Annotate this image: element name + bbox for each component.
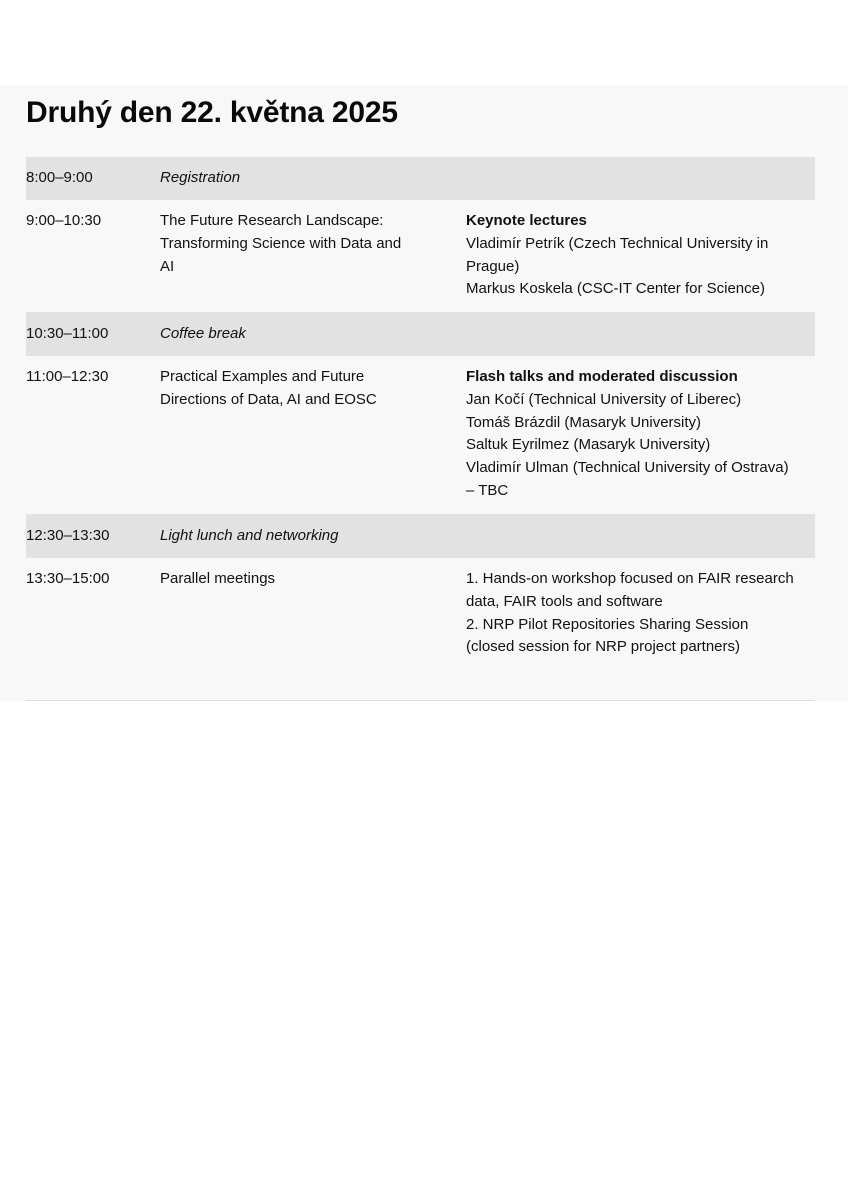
session-title-line: The Future Research Landscape: [160, 212, 384, 229]
speakers-heading: Keynote lectures [466, 212, 587, 229]
speaker-line: Tomáš Brázdil (Masaryk University) [466, 413, 702, 431]
session-title-line: Practical Examples and Future [160, 368, 365, 385]
time-cell: 9:00–10:30 [26, 212, 102, 229]
schedule-row-lunch [26, 514, 815, 558]
session-title: Registration [160, 169, 241, 187]
speakers-heading: Flash talks and moderated discussion [466, 368, 738, 385]
speaker-line: data, FAIR tools and software [466, 592, 663, 610]
schedule-row-coffee-break [26, 312, 815, 356]
session-title [160, 366, 466, 412]
speaker-line: Vladimír Ulman (Technical University of Ostrava) [466, 459, 789, 477]
speaker-line: Prague) [466, 257, 520, 275]
session-title-line: Directions of Data, AI and EOSC [160, 390, 377, 408]
time-cell: 10:30–11:00 [26, 324, 109, 342]
speakers-cell [466, 366, 815, 503]
speaker-line: (closed session for NRP project partners) [466, 638, 740, 656]
session-title: Coffee break [160, 324, 246, 342]
schedule-row-parallel-meetings [26, 558, 815, 668]
page-title: Druhý den 22. května 2025 [26, 96, 398, 129]
session-title-line: AI [160, 257, 175, 275]
schedule-row-keynote [26, 200, 815, 312]
schedule-table [26, 157, 815, 668]
session-title-line: Parallel meetings [160, 570, 276, 587]
speaker-line: – TBC [466, 481, 509, 499]
speakers-cell [466, 568, 815, 659]
speaker-line: 1. Hands-on workshop focused on FAIR research [466, 570, 794, 587]
session-title [160, 568, 466, 591]
bottom-divider [26, 700, 815, 701]
session-title: Light lunch and networking [160, 526, 339, 544]
speaker-line: Markus Koskela (CSC-IT Center for Science) [466, 280, 765, 298]
speaker-line: Vladimír Petrík (Czech Technical University in [466, 234, 769, 252]
session-title [160, 210, 466, 278]
time-cell: 13:30–15:00 [26, 570, 110, 587]
speaker-line: Saltuk Eyrilmez (Masaryk University) [466, 436, 711, 454]
speaker-line: 2. NRP Pilot Repositories Sharing Session [466, 615, 749, 633]
time-cell: 12:30–13:30 [26, 526, 110, 544]
speakers-cell [466, 210, 815, 301]
time-cell: 11:00–12:30 [26, 368, 109, 385]
schedule-row-registration [26, 157, 815, 200]
speaker-line: Jan Kočí (Technical University of Liberec) [466, 390, 742, 408]
schedule-row-flash-talks [26, 356, 815, 514]
session-title-line: Transforming Science with Data and [160, 234, 402, 252]
time-cell: 8:00–9:00 [26, 169, 93, 187]
